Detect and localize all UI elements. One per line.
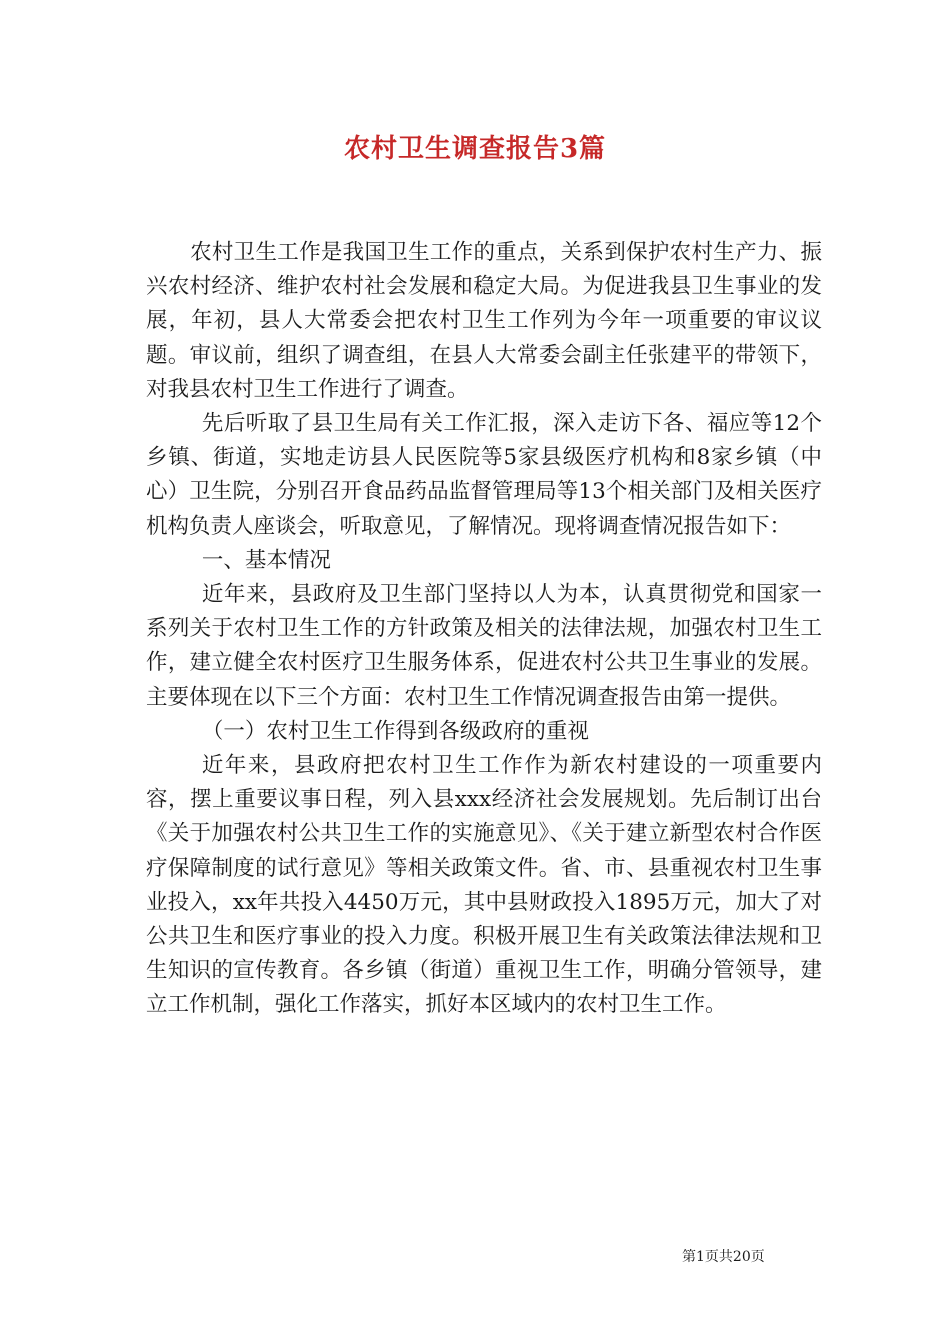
paragraph-intro: 农村卫生工作是我国卫生工作的重点，关系到保护农村生产力、振兴农村经济、维护农村社会发展和稳定大局。为促进我县卫生事业的发展，年初，县人大常委会把农村卫生工作列为今年一项重要的审议议题。审议前，组织了调查组，在县人大常委会副主任张建平的带领下，对我县农村卫生工作进行了调查。 xyxy=(146,240,822,402)
paragraph-basic-situation: 近年来，县政府及卫生部门坚持以人为本，认真贯彻党和国家一系列关于农村卫生工作的方针政策及相关的法律法规，加强农村卫生工作，建立健全农村医疗卫生服务体系，促进农村公共卫生事业的发展。主要体现在以下三个方面：农村卫生工作情况调查报告由第一提供。 xyxy=(146,582,822,710)
page-number-footer: 第1页共20页 xyxy=(682,1249,765,1265)
paragraph-investigation: 先后听取了县卫生局有关工作汇报，深入走访下各、福应等12个乡镇、街道，实地走访县人民医院等5家县级医疗机构和8家乡镇（中心）卫生院，分别召开食品药品监督管理局等13个相关部门及相关医疗机构负责人座谈会，听取意见，了解情况。现将调查情况报告如下： xyxy=(146,411,822,539)
subsection-heading-government-attention: （一）农村卫生工作得到各级政府的重视 xyxy=(201,718,589,744)
paragraph-government-attention: 近年来，县政府把农村卫生工作作为新农村建设的一项重要内容，摆上重要议事日程，列入县xxx经济社会发展规划。先后制订出台《关于加强农村公共卫生工作的实施意见》、《关于建立新型农村合作医疗保障制度的试行意见》等相关政策文件。省、市、县重视农村卫生事业投入，xx年共投入4450万元，其中县财政投入1895万元，加大了对公共卫生和医疗事业的投入力度。积极开展卫生有关政策法律法规和卫生知识的宣传教育。各乡镇（街道）重视卫生工作，明确分管领导，建立工作机制，强化工作落实，抓好本区域内的农村卫生工作。 xyxy=(146,753,822,1018)
document-body xyxy=(146,236,822,1023)
section-heading-basic-situation: 一、基本情况 xyxy=(201,547,331,573)
document-title: 农村卫生调查报告3篇 xyxy=(343,134,607,164)
